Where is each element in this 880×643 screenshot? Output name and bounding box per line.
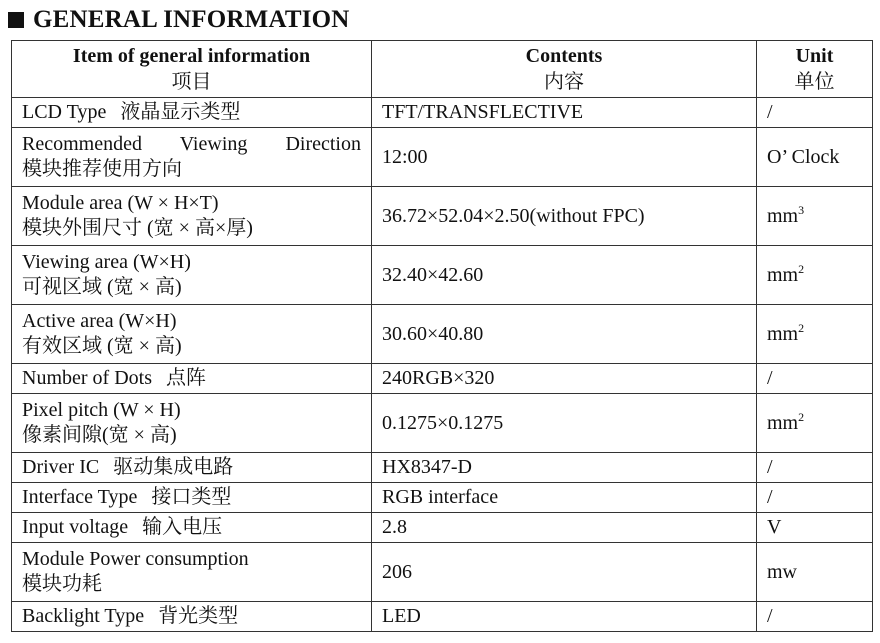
item-cell bbox=[12, 128, 372, 187]
contents-cell: 12:00 bbox=[372, 128, 757, 187]
item-en: Module area (W × H×T) bbox=[22, 192, 219, 214]
item-zh: 有效区域 (宽 × 高) bbox=[22, 335, 182, 357]
unit-cell: O’ Clock bbox=[757, 128, 873, 187]
unit-exponent: 2 bbox=[798, 261, 805, 276]
table-row bbox=[12, 246, 873, 305]
item-cell bbox=[12, 543, 372, 602]
contents-cell: TFT/TRANSFLECTIVE bbox=[372, 98, 757, 128]
table-row bbox=[12, 543, 873, 602]
item-en: Module Power consumption bbox=[22, 548, 249, 570]
contents-cell: 206 bbox=[372, 543, 757, 602]
header-item-en: Item of general information bbox=[72, 45, 311, 67]
table-row bbox=[12, 394, 873, 453]
general-information-table bbox=[11, 40, 873, 632]
header-unit bbox=[757, 41, 873, 98]
unit-cell bbox=[757, 246, 873, 305]
item-zh: 模块外围尺寸 (宽 × 高×厚) bbox=[22, 217, 253, 239]
header-item bbox=[12, 41, 372, 98]
header-item-zh: 项目 bbox=[171, 71, 212, 93]
section-title: GENERAL INFORMATION bbox=[33, 6, 350, 33]
item-en: Number of Dots bbox=[22, 367, 152, 389]
unit-text: mm bbox=[767, 263, 799, 286]
item-cell bbox=[12, 364, 372, 394]
table-row bbox=[12, 483, 873, 513]
contents-cell: RGB interface bbox=[372, 483, 757, 513]
item-cell bbox=[12, 305, 372, 364]
unit-exponent: 2 bbox=[798, 320, 805, 335]
unit-text: mm bbox=[767, 322, 799, 345]
item-en: Active area (W×H) bbox=[22, 310, 177, 332]
item-en: Viewing area (W×H) bbox=[22, 251, 191, 273]
unit-cell: / bbox=[757, 453, 873, 483]
table-row bbox=[12, 364, 873, 394]
item-cell bbox=[12, 453, 372, 483]
unit-exponent: 3 bbox=[798, 202, 805, 217]
contents-cell: 2.8 bbox=[372, 513, 757, 543]
table-row bbox=[12, 98, 873, 128]
contents-cell: HX8347-D bbox=[372, 453, 757, 483]
item-zh: 接口类型 bbox=[151, 486, 232, 508]
item-en: Driver IC bbox=[22, 456, 100, 478]
section-heading bbox=[8, 4, 350, 36]
item-en: Pixel pitch (W × H) bbox=[22, 399, 181, 421]
table-row bbox=[12, 305, 873, 364]
contents-cell: 30.60×40.80 bbox=[372, 305, 757, 364]
unit-cell bbox=[757, 394, 873, 453]
item-cell bbox=[12, 513, 372, 543]
item-en: Interface Type bbox=[22, 486, 138, 508]
unit-cell bbox=[757, 305, 873, 364]
item-zh: 背光类型 bbox=[158, 605, 239, 627]
header-unit-en: Unit bbox=[795, 45, 834, 67]
unit-cell: / bbox=[757, 98, 873, 128]
item-zh: 驱动集成电路 bbox=[113, 456, 234, 478]
contents-cell: 240RGB×320 bbox=[372, 364, 757, 394]
item-cell bbox=[12, 394, 372, 453]
unit-text: mm bbox=[767, 411, 799, 434]
item-cell bbox=[12, 246, 372, 305]
unit-cell: / bbox=[757, 483, 873, 513]
table-header-row bbox=[12, 41, 873, 98]
header-unit-zh: 单位 bbox=[794, 71, 835, 93]
unit-cell: mw bbox=[757, 543, 873, 602]
item-zh: 模块推荐使用方向 bbox=[22, 158, 182, 180]
item-cell bbox=[12, 187, 372, 246]
item-en: LCD Type bbox=[22, 101, 107, 123]
unit-cell: / bbox=[757, 602, 873, 632]
header-contents bbox=[372, 41, 757, 98]
header-contents-en: Contents bbox=[525, 45, 603, 67]
table-row bbox=[12, 602, 873, 632]
item-en: Input voltage bbox=[22, 516, 129, 538]
table-row bbox=[12, 128, 873, 187]
item-zh: 液晶显示类型 bbox=[120, 101, 241, 123]
contents-cell: LED bbox=[372, 602, 757, 632]
unit-text: mm bbox=[767, 204, 799, 227]
unit-exponent: 2 bbox=[798, 409, 805, 424]
table-row bbox=[12, 453, 873, 483]
item-cell bbox=[12, 602, 372, 632]
header-contents-zh: 内容 bbox=[544, 71, 584, 93]
item-zh: 点阵 bbox=[165, 367, 206, 389]
item-zh: 输入电压 bbox=[142, 516, 223, 538]
item-zh: 可视区域 (宽 × 高) bbox=[22, 276, 182, 298]
contents-cell: 36.72×52.04×2.50(without FPC) bbox=[372, 187, 757, 246]
black-square-icon bbox=[8, 12, 24, 28]
item-zh: 像素间隙(宽 × 高) bbox=[22, 424, 177, 446]
contents-cell: 0.1275×0.1275 bbox=[372, 394, 757, 453]
unit-cell: / bbox=[757, 364, 873, 394]
contents-cell: 32.40×42.60 bbox=[372, 246, 757, 305]
table-row bbox=[12, 187, 873, 246]
table-row bbox=[12, 513, 873, 543]
item-en: Recommended Viewing Direction bbox=[22, 133, 361, 155]
unit-cell: V bbox=[757, 513, 873, 543]
unit-cell bbox=[757, 187, 873, 246]
item-cell bbox=[12, 483, 372, 513]
item-zh: 模块功耗 bbox=[22, 573, 102, 595]
item-en: Backlight Type bbox=[22, 605, 145, 627]
item-cell bbox=[12, 98, 372, 128]
